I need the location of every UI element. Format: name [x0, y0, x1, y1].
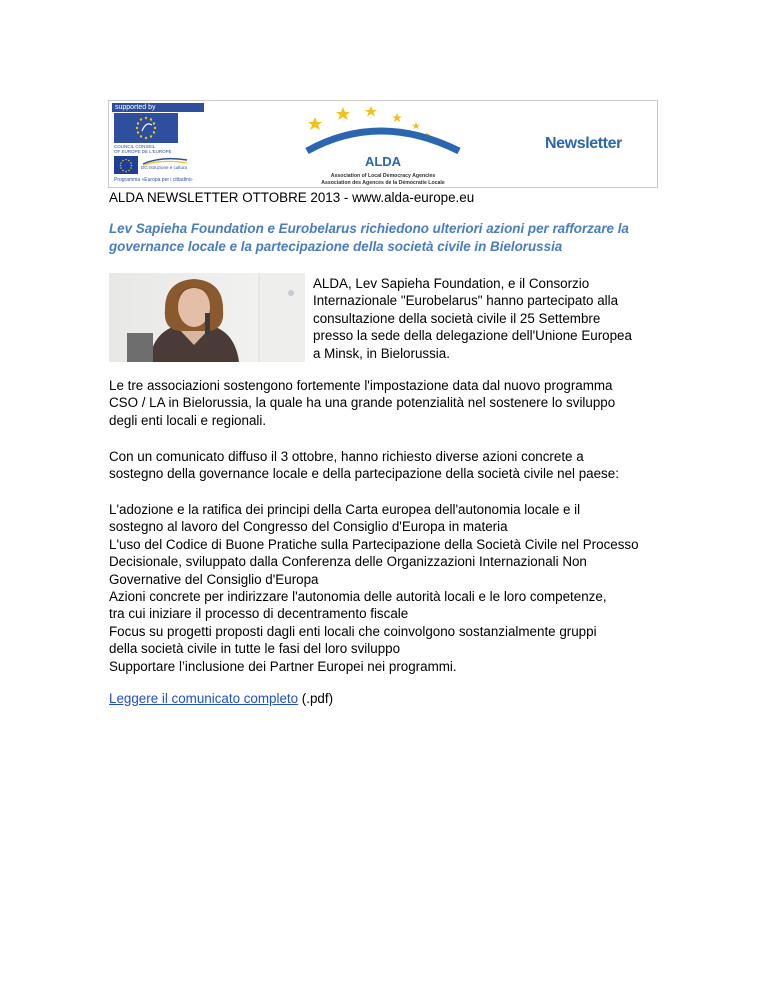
intro-line: consultazione della società civile il 25 Settembre — [313, 310, 601, 326]
eu-programme-text: DG Istruzione e cultura Programma «Europa per i cittadini» — [114, 165, 193, 183]
intro-line: ALDA, Lev Sapieha Foundation, e il Consorzio — [313, 276, 590, 291]
alda-line1-text: Association of Local Democracy Agencies — [330, 173, 436, 179]
paragraph-line: tra cui iniziare il processo di decentramento fiscale — [109, 606, 409, 622]
paragraph-line: L'uso del Codice di Buone Pratiche sulla Partecipazione della Società Civile nel Processo — [109, 536, 639, 552]
read-more-line — [109, 690, 333, 707]
paragraph-actions-list — [109, 501, 639, 675]
paragraph-communique — [109, 448, 619, 483]
council-of-europe-text: COUNCIL CONSEIL OF EUROPE DE L'EUROPE — [114, 144, 172, 154]
alda-line2-text: Association des Agences de la Démocratie Locale — [321, 180, 445, 186]
supported-by-label: supported by — [112, 103, 204, 112]
newsletter-banner — [108, 100, 658, 188]
paragraph-line: Con un comunicato diffuso il 3 ottobre, hanno richiesto diverse azioni concrete a — [109, 449, 584, 464]
paragraph-line: Le tre associazioni sostengono fortemente l'impostazione data dal nuovo programma — [109, 378, 613, 393]
intro-line: Internazionale "Eurobelarus" hanno partecipato alla — [313, 293, 619, 309]
paragraph-line: sostegno al lavoro del Congresso del Consiglio d'Europa in materia — [109, 519, 508, 535]
intro-line: presso la sede della delegazione dell'Unione Europea — [313, 328, 632, 344]
paragraph-line: L'adozione e la ratifica dei principi della Carta europea dell'autonomia locale e il — [109, 502, 581, 517]
paragraph-line: Focus su progetti proposti dagli enti locali che coinvolgono sostanzialmente gruppi — [109, 623, 597, 639]
eu-flag-icon — [114, 156, 138, 174]
paragraph-line: sostegno della governance locale e della partecipazione della società civile nel paese: — [109, 466, 619, 482]
newsletter-title: Newsletter — [545, 135, 622, 152]
pdf-suffix: (.pdf) — [298, 691, 334, 706]
headline-line: governance locale e la partecipazione della società civile in Bielorussia — [109, 238, 563, 254]
paragraph-line: Azioni concrete per indirizzare l'autonomia delle autorità locali e le loro competenze, — [109, 589, 607, 605]
intro-line: a Minsk, in Bielorussia. — [313, 345, 450, 361]
paragraph-line: Governative del Consiglio d'Europa — [109, 571, 319, 587]
council-of-europe-flag-icon — [114, 113, 178, 143]
paragraph-line: Supportare l’inclusione dei Partner Europei nei programmi. — [109, 658, 457, 674]
headline-line: Lev Sapieha Foundation e Eurobelarus richiedono ulteriori azioni per rafforzare la — [109, 221, 629, 236]
paragraph-line: Decisionale, sviluppato dalla Conferenza delle Organizzazioni Internazionali Non — [109, 554, 587, 570]
paragraph-line: della società civile in tutte le fasi del loro sviluppo — [109, 641, 401, 657]
newsletter-header-line: ALDA NEWSLETTER OTTOBRE 2013 - www.alda-europe.eu — [109, 190, 475, 205]
paragraph-line: CSO / LA in Bielorussia, la quale ha una grande potenzialità nel sostenere lo sviluppo — [109, 395, 616, 411]
read-full-communique-link[interactable]: Leggere il comunicato completo — [109, 691, 299, 706]
article-intro — [313, 275, 632, 362]
paragraph-programme — [109, 377, 615, 429]
article-photo — [109, 273, 305, 362]
article-headline[interactable] — [109, 220, 629, 255]
paragraph-line: degli enti locali e regionali. — [109, 412, 267, 428]
alda-logo-icon — [299, 103, 479, 187]
alda-name-text: ALDA — [364, 154, 402, 169]
